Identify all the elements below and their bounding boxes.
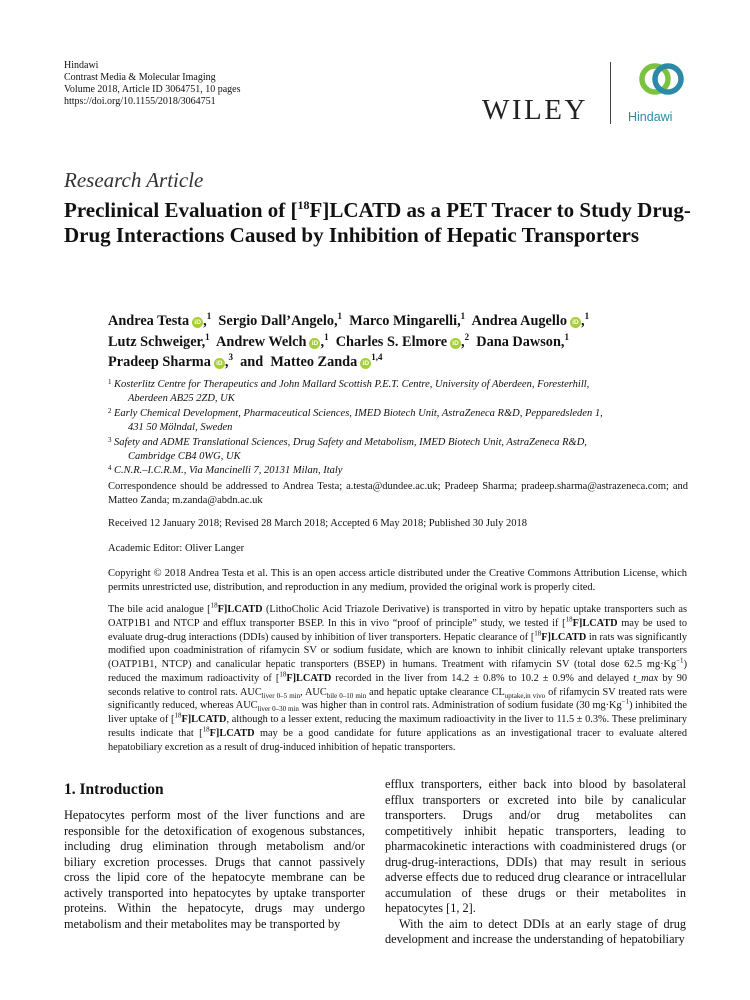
authors-and: and [240, 354, 264, 370]
hindawi-logo-text: Hindawi [628, 110, 673, 124]
logo-divider [610, 62, 611, 124]
section-title: 1. Introduction [64, 781, 164, 798]
body-column-left [64, 808, 365, 932]
orcid-icon[interactable]: iD [570, 317, 581, 328]
affiliation: 3 Safety and ADME Translational Sciences, Drug Safety and Metabolism, IMED Biotech Unit, AstraZeneca R&D, Cambridge CB4 0WG, UK [108, 435, 587, 463]
doi-link[interactable]: https://doi.org/10.1155/2018/3064751 [64, 96, 216, 107]
hindawi-logo-icon [624, 60, 696, 115]
orcid-icon[interactable]: iD [360, 358, 371, 369]
journal-header [64, 60, 240, 108]
orcid-icon[interactable]: iD [309, 338, 320, 349]
author[interactable]: Matteo Zanda iD$^{1,4}$ [270, 352, 383, 370]
journal-name: Contrast Media & Molecular Imaging [64, 72, 216, 83]
author[interactable]: Andrew Welch iD ,$^1$ [216, 331, 329, 350]
volume-info: Volume 2018, Article ID 3064751, 10 pages [64, 84, 241, 95]
orcid-icon[interactable]: iD [192, 317, 203, 328]
author[interactable]: Andrea Testa iD ,$^1$ [108, 311, 212, 329]
article-title: Preclinical Evaluation of [$^{18}$F]LCATD as a PET Tracer to Study Drug-Drug Interactions Caused by Inhibition of Hepatic Transporters [64, 198, 691, 247]
copyright-notice: Copyright © 2018 Andrea Testa et al. This is an open access article distributed under the Creative Commons Attribution License, which permits unrestricted use, distribution, and reproduction in any medium, provided the original work is properly cited. [108, 568, 687, 593]
academic-editor: Academic Editor: Oliver Langer [108, 543, 245, 554]
paragraph: Hepatocytes perform most of the liver functions and are responsible for the detoxification of exogenous substances, including drug elimination through metabolism and/or biliary excretion processes. Drugs that cannot passively cross the lipid core of the hepatocyte membrane can be actively transported into hepatocytes by uptake transporter proteins. Within the hepatocyte, drugs may undergo metabolism and their metabolites may be transported by [64, 808, 365, 931]
affiliations [108, 378, 708, 479]
body-column-right [385, 777, 686, 948]
author[interactable]: Pradeep Sharma iD ,$^3$ [108, 352, 233, 370]
publisher-name: Hindawi [64, 60, 99, 71]
author[interactable]: Lutz Schweiger,$^1$ [108, 331, 210, 350]
author[interactable]: Dana Dawson,$^1$ [476, 331, 569, 350]
abstract: The bile acid analogue [$^{18}$F]LCATD (LithoCholic Acid Triazole Derivative) is transported in vitro by hepatic uptake transporters such as OATP1B1 and NTCP and efflux transporter BSEP. In this in vivo “proof of principle” study, we tested if [$^{18}$F]LCATD may be used to evaluate drug-drug interactions (DDIs) caused by inhibition of liver transporters. Hepatic clearance of [$^{18}$F]LCATD in rats was significantly modified upon coadministration of rifamycin SV or sodium fusidate, which are known to inhibit clinically relevant uptake transporters (OATP1B1, NTCP) and canalicular hepatic transporters (BSEP) in humans. Treatment with rifamycin SV (total dose 62.5 $mg\cdot Kg^{-1}$) reduced the maximum radioactivity of [$^{18}$F]LCATD recorded in the liver from 14.2 ± 0.8% to 10.2 ± 0.9% and delayed t_max by 90 seconds relative to control rats. $AUC_{liver 0-5 min}$, $AUC_{bile 0-10 min}$ and hepatic uptake clearance $CL_{uptake,in vivo}$ of rifamycin SV treated rats were significantly reduced, whereas $AUC_{liver 0-30 min}$ was higher than in control rats. Administration of sodium fusidate (30 $mg\cdot Kg^{-1}$) inhibited the liver uptake of [$^{18}$F]LCATD, although to a lesser extent, reducing the maximum radioactivity in the liver to 11.5 ± 0.3%. These preliminary results indicate that [$^{18}$F]LCATD may be a good candidate for future applications as an investigational tracer to evaluate altered hepatobiliary excretion as a result of drug-induced inhibition of hepatic transporters. [108, 601, 688, 753]
author[interactable]: Charles S. Elmore iD ,$^2$ [335, 331, 470, 350]
affiliation: 2 Early Chemical Development, Pharmaceutical Sciences, IMED Biotech Unit, AstraZeneca R&D, Pepparedsleden 1, 431 50 Mölndal, Sweden [108, 406, 603, 434]
orcid-icon[interactable]: iD [214, 358, 225, 369]
author-list [108, 311, 708, 373]
affiliation: 4 C.N.R.–I.C.R.M., Via Mancinelli 7, 20131 Milan, Italy [108, 464, 343, 477]
correspondence: Correspondence should be addressed to Andrea Testa; a.testa@dundee.ac.uk; Pradeep Sharma; pradeep.sharma@astrazeneca.com; and Matteo Zanda; m.zanda@abdn.ac.uk [108, 481, 688, 506]
paragraph: With the aim to detect DDIs at an early stage of drug development and increase the understanding of hepatobiliary [385, 916, 686, 946]
article-type: Research Article [64, 168, 204, 192]
publication-dates: Received 12 January 2018; Revised 28 March 2018; Accepted 6 May 2018; Published 30 July 2018 [108, 518, 528, 529]
affiliation: 1 Kosterlitz Centre for Therapeutics and John Mallard Scottish P.E.T. Centre, University of Aberdeen, Foresterhill, Aberdeen AB25 2ZD, UK [108, 378, 590, 405]
author[interactable]: Andrea Augello iD ,$^1$ [471, 311, 590, 329]
orcid-icon[interactable]: iD [450, 338, 461, 349]
wiley-logo: WILEY [482, 94, 588, 126]
author[interactable]: Marco Mingarelli,$^1$ [349, 311, 466, 329]
author[interactable]: Sergio Dall’Angelo,$^1$ [218, 311, 343, 329]
paragraph: efflux transporters, either back into blood by basolateral efflux transporters or excreted into bile by canalicular transporters. Drugs and/or drug metabolites can competitively inhibit hepatic transporters, leading to pharmacokinetic interactions with coadministered drugs (or drug-drug-interactions, DDIs) that may result in serious adverse effects due to reduced drug clearance or intracellular accumulation of these drugs or their metabolites in hepatocytes [1, 2]. [385, 777, 686, 915]
